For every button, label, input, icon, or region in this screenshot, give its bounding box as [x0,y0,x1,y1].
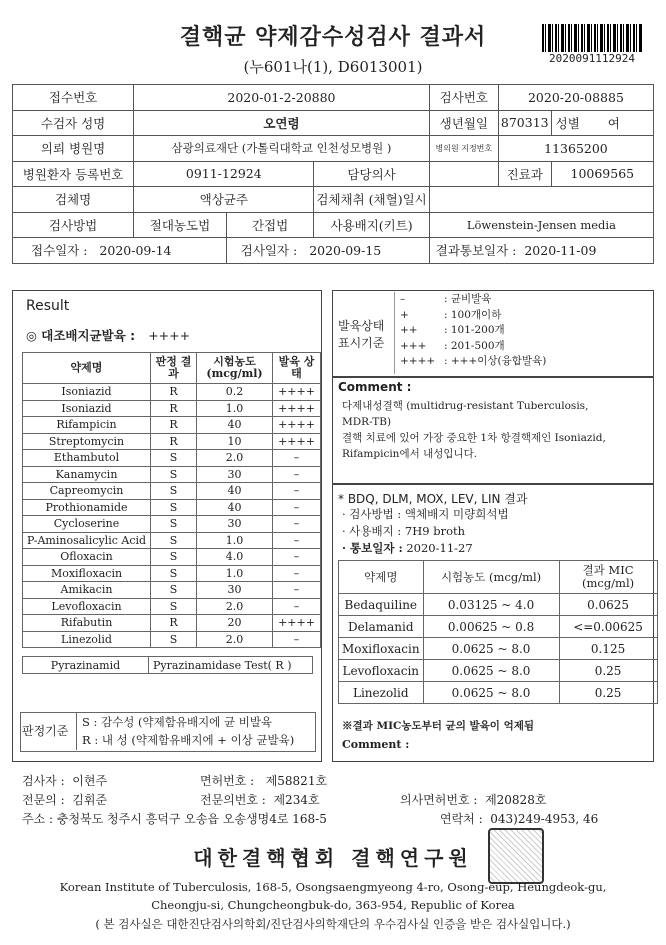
pyrazinamide-drug: Pyrazinamid [23,657,149,674]
cell-judge: R [151,417,197,434]
cell-mic: <=0.00625 [559,616,657,638]
contact-value: 043)249-4953, 46 [490,812,599,826]
cell-growth: – [273,450,321,467]
cell-drug: P-Aminosalicylic Acid [23,532,151,549]
col-growth: 발육 상태 [273,353,321,384]
criteria-divider [76,712,77,750]
cell-conc: 0.00625 ~ 0.8 [423,616,559,638]
cell-drug: Rifabutin [23,615,151,632]
doctor-license-label: 의사면허번호 : [400,793,478,807]
cell-conc: 30 [197,466,273,483]
table-row [23,400,321,417]
criteria-label: 판정기준 [22,724,69,738]
cell-growth: – [273,549,321,566]
table-row [23,582,321,599]
cell-judge: R [151,615,197,632]
cell-judge: S [151,598,197,615]
cell-judge: S [151,450,197,467]
cell-conc: 1.0 [197,532,273,549]
cell-conc: 1.0 [197,400,273,417]
mic-note: ※결과 MIC농도부터 균의 발육이 억제됨 [342,720,535,732]
cell-drug: Moxifloxacin [339,638,424,660]
specialist-no-value: 제234호 [273,793,320,807]
document-title: 결핵균 약제감수성검사 결과서 [179,25,487,50]
cell-judge: R [151,400,197,417]
cell-growth: – [273,631,321,648]
label-specimen: 검체명 [13,187,134,213]
cell-drug: Rifampicin [23,417,151,434]
table-row [23,466,321,483]
address-value: 충청북도 청주시 흥덕구 오송읍 오송생명4로 168-5 [56,812,327,826]
legend-description: : 100개이하 [444,308,502,321]
department: 10069565 [551,161,653,187]
cell-drug: Linezolid [23,631,151,648]
patient-name: 오연령 [134,110,430,136]
tester-label: 검사자 : [22,774,65,788]
tester [22,772,107,789]
cell-drug: Isoniazid [23,400,151,417]
cell-drug: Streptomycin [23,433,151,450]
label-department: 진료과 [498,161,551,187]
cell-growth: – [273,598,321,615]
tester-name: 이현주 [72,774,108,788]
comment-text [342,398,648,462]
table-row [23,549,321,566]
specialist [22,791,107,808]
table-row [23,433,321,450]
cell-conc: 0.0625 ~ 8.0 [423,638,559,660]
birthdate: 870313 [498,110,551,136]
label-patient-reg-no: 병원환자 등록번호 [13,161,134,187]
info-row [13,161,654,187]
sex: 여 [607,115,620,131]
institute-address-en-2: Cheongju-si, Chungcheongbuk-do, 363-954, Republic of Korea [151,898,515,912]
cell-conc: 40 [197,483,273,500]
col-drug: 약제명 [339,561,424,594]
medium: Löwenstein-Jensen media [429,212,653,238]
table-row [23,565,321,582]
comment-title: Comment : [338,380,412,394]
legend-symbol: – [400,293,406,305]
table-row [339,638,658,660]
doctor-license-no: 제20828호 [485,793,547,807]
cell-drug: Isoniazid [23,384,151,401]
bdq-info [342,506,509,557]
label-collection-date: 검체채취 (채혈)일시 [314,187,429,213]
specialist-name: 김휘준 [72,793,108,807]
cell-growth: ++++ [273,384,321,401]
cell-mic: 0.0625 [559,594,657,616]
cell-drug: Ofloxacin [23,549,151,566]
cell-drug: Capreomycin [23,483,151,500]
cell-mic: 0.25 [559,682,657,704]
license-label: 면허번호 : [200,774,255,788]
institute-name-kr: 대한결핵협회 결핵연구원 [193,846,473,870]
label-receipt-no: 접수번호 [13,85,134,111]
info-row [13,136,654,162]
table-row [23,483,321,500]
growth-status-rows [400,292,546,370]
label-exam-date: 검사일자 : [240,243,298,259]
cell-conc: 10 [197,433,273,450]
control-culture [26,326,190,344]
col-judge: 판정 결과 [151,353,197,384]
table-row [339,616,658,638]
method-type: 간접법 [226,212,314,238]
specialist-no [200,791,320,808]
legend-description: : 201-500개 [444,339,505,352]
cell-conc: 2.0 [197,598,273,615]
label-sex: 성별 [555,115,580,131]
table-row [23,384,321,401]
label-hospital-code: 병의원 지정번호 [429,136,498,162]
table-row [339,682,658,704]
cell-conc: 30 [197,516,273,533]
cell-drug: Moxifloxacin [23,565,151,582]
table-row [23,657,313,674]
cell-growth: – [273,582,321,599]
legend-row [400,339,546,355]
control-culture-label: ◎ 대조배지균발육 : [26,328,136,343]
cell-conc: 4.0 [197,549,273,566]
cell-mic: 0.25 [559,660,657,682]
cell-growth: – [273,532,321,549]
patient-reg-no: 0911-12924 [134,161,314,187]
cell-growth: ++++ [273,615,321,632]
legend-symbol: ++ [400,324,418,336]
col-drug: 약제명 [23,353,151,384]
legend-row [400,354,546,370]
table-row [23,631,321,648]
growth-status-label: 발육상태 표시기준 [338,319,385,350]
cell-drug: Linezolid [339,682,424,704]
cell-judge: S [151,549,197,566]
cell-conc: 0.0625 ~ 8.0 [423,682,559,704]
specialist-no-label: 전문의번호 : [200,793,266,807]
cell-judge: S [151,582,197,599]
cell-judge: R [151,433,197,450]
cell-conc: 40 [197,499,273,516]
contact [440,810,598,827]
legend-symbol: ++++ [400,355,436,367]
cell-judge: S [151,499,197,516]
label-method: 검사방법 [13,212,134,238]
info-row [13,85,654,111]
contact-label: 연락처 : [440,812,483,826]
cell-growth: ++++ [273,433,321,450]
cell-drug: Prothionamide [23,499,151,516]
cell-drug: Levofloxacin [23,598,151,615]
cell-growth: ++++ [273,417,321,434]
specimen: 액상균주 [134,187,314,213]
legend-description: : 101-200개 [444,324,505,336]
cell-judge: S [151,532,197,549]
info-row [13,187,654,213]
comment-line: MDR-TB) [342,416,392,428]
doctor [429,161,498,187]
cell-conc: 40 [197,417,273,434]
label-hospital: 의뢰 병원명 [13,136,134,162]
comment-line: 결핵 치료에 있어 가장 중요한 1차 항결핵제인 Isoniazid, [342,432,606,444]
col-conc: 시험농도 (mcg/ml) [423,561,559,594]
table-row [23,450,321,467]
doctor-license [400,791,546,808]
cell-drug: Amikacin [23,582,151,599]
table-row [23,615,321,632]
legend-row [400,323,546,339]
cell-conc: 30 [197,582,273,599]
cell-judge: S [151,466,197,483]
bdq-title: * BDQ, DLM, MOX, LEV, LIN 결과 [338,492,528,506]
cell-conc: 20 [197,615,273,632]
cell-growth: – [273,565,321,582]
document-code: (누601나(1), D6013001) [243,58,423,76]
exam-date: 2020-09-15 [309,243,382,259]
cell-conc: 0.0625 ~ 8.0 [423,660,559,682]
comment-line: Rifampicin에서 내성입니다. [342,448,478,460]
cell-drug: Delamanid [339,616,424,638]
bdq-report-date: 2020-11-27 [406,541,473,555]
label-doctor: 담당의사 [314,161,429,187]
cell-judge: S [151,483,197,500]
table-row [23,516,321,533]
label-birthdate: 생년월일 [429,110,498,136]
cell-conc: 1.0 [197,565,273,582]
table-row [23,598,321,615]
address [22,810,327,827]
mic-comment: Comment : [342,738,410,751]
cell-drug: Ethambutol [23,450,151,467]
label-medium: 사용배지(키트) [314,212,429,238]
legend-description: : 균비발육 [444,293,492,305]
collection-date [429,187,653,213]
patient-info-table [12,84,654,264]
institute-address-en: Korean Institute of Tuberculosis, 168-5, Osongsaengmyeong 4-ro, Osong-eup, Heungdeok-gu, [59,880,607,894]
hospital-name: 삼광의료재단 (가톨릭대학교 인천성모병원 ) [134,136,430,162]
pyrazinamide-test: Pyrazinamidase Test( R ) [149,657,313,674]
pyrazinamide-table [22,656,313,674]
criteria-susceptible: S : 감수성 (약제함유배지에 균 비발육 [82,715,273,729]
legend-description: : +++이상(융합발육) [444,355,547,367]
barcode-number: 2020091112924 [548,52,636,65]
cell-drug: Levofloxacin [339,660,424,682]
susceptibility-table [22,352,321,648]
cell-judge: R [151,384,197,401]
legend-divider [394,292,395,374]
cell-judge: S [151,565,197,582]
control-culture-value: ++++ [148,328,191,343]
legend-symbol: + [400,308,409,321]
table-row [23,417,321,434]
comment-line: 다제내성결핵 (multidrug-resistant Tuberculosis, [342,400,589,412]
result-title: Result [26,298,70,314]
legend-row [400,308,546,324]
col-mic: 결과 MIC (mcg/ml) [559,561,657,594]
cell-judge: S [151,516,197,533]
table-row [23,532,321,549]
cell-growth: – [273,483,321,500]
table-row [339,660,658,682]
legend-symbol: +++ [400,339,427,352]
cell-drug: Cycloserine [23,516,151,533]
label-patient-name: 수검자 성명 [13,110,134,136]
mic-table [338,560,658,704]
license-no: 제58821호 [265,774,328,788]
table-row [23,499,321,516]
table-header-row [23,353,321,384]
receipt-date: 2020-09-14 [99,243,172,259]
cell-growth: – [273,516,321,533]
bdq-method: · 검사방법 : 액체배지 미량희석법 [342,507,509,521]
cell-drug: Kanamycin [23,466,151,483]
info-row [13,238,654,264]
info-row [13,212,654,238]
license [200,772,327,789]
cell-conc: 2.0 [197,450,273,467]
label-report-date: 결과통보일자 : [435,243,517,259]
method: 절대농도법 [134,212,227,238]
exam-no: 2020-20-08885 [498,85,653,111]
col-conc: 시험농도 (mcg/ml) [197,353,273,384]
cell-judge: S [151,631,197,648]
cell-conc: 0.03125 ~ 4.0 [423,594,559,616]
legend-row [400,292,546,308]
cell-conc: 0.2 [197,384,273,401]
report-date: 2020-11-09 [524,243,597,259]
bdq-report-label: · 통보일자 : [342,541,403,555]
label-exam-no: 검사번호 [429,85,498,111]
certification-note: ( 본 검사실은 대한진단검사의학회/진단검사의학재단의 우수검사실 인증을 받은 검사실입니다.) [95,917,571,931]
cell-conc: 2.0 [197,631,273,648]
bdq-medium: · 사용배지 : 7H9 broth [342,524,466,538]
cell-growth: ++++ [273,400,321,417]
table-row [339,594,658,616]
cell-growth: – [273,466,321,483]
hospital-code: 11365200 [498,136,653,162]
label-receipt-date: 접수일자 : [31,243,88,259]
barcode [542,24,642,52]
criteria-resistant: R : 내 성 (약제함유배지에 + 이상 균발육) [82,733,295,747]
info-row [13,110,654,136]
cell-drug: Bedaquiline [339,594,424,616]
cell-mic: 0.125 [559,638,657,660]
specialist-label: 전문의 : [22,793,65,807]
table-header-row [339,561,658,594]
address-label: 주소 : [22,812,54,826]
cell-growth: – [273,499,321,516]
receipt-no: 2020-01-2-20880 [134,85,430,111]
